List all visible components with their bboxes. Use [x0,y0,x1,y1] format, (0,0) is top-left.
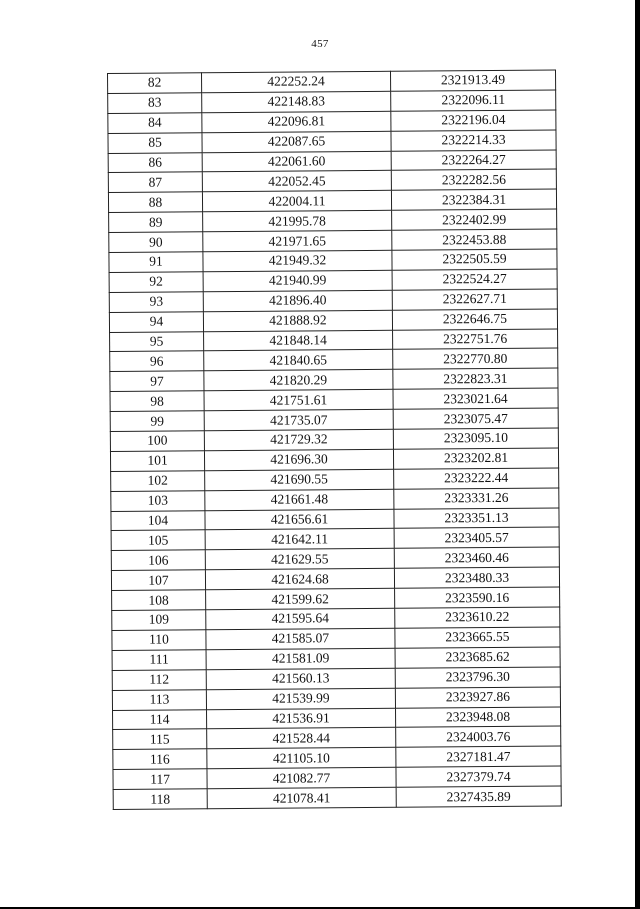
x-coordinate-cell: 421848.14 [204,330,393,351]
point-number-cell: 92 [109,272,203,293]
point-number-cell: 89 [109,212,203,233]
scan-edge-right [635,0,640,909]
x-coordinate-cell: 421949.32 [203,250,392,271]
y-coordinate-cell: 2322646.75 [392,309,557,330]
point-number-cell: 118 [113,789,207,810]
x-coordinate-cell: 422087.65 [202,131,391,152]
x-coordinate-cell: 421820.29 [204,370,393,391]
point-number-cell: 90 [109,232,203,253]
point-number-cell: 94 [109,311,203,332]
point-number-cell: 108 [112,590,206,611]
x-coordinate-cell: 421629.55 [205,549,394,570]
x-coordinate-cell: 421751.61 [204,390,393,411]
y-coordinate-cell: 2322453.88 [392,229,557,250]
x-coordinate-cell: 421581.09 [206,648,395,669]
x-coordinate-cell: 422052.45 [202,171,391,192]
point-number-cell: 82 [108,73,202,94]
x-coordinate-cell: 422252.24 [202,71,391,92]
y-coordinate-cell: 2323021.64 [393,388,558,409]
y-coordinate-cell: 2322282.56 [391,169,556,190]
x-coordinate-cell: 421585.07 [206,628,395,649]
y-coordinate-cell: 2323480.33 [394,567,559,588]
x-coordinate-cell: 421624.68 [205,569,394,590]
y-coordinate-cell: 2322505.59 [392,249,557,270]
point-number-cell: 102 [111,471,205,492]
x-coordinate-cell: 421595.64 [206,608,395,629]
y-coordinate-cell: 2327435.89 [396,786,561,807]
y-coordinate-cell: 2322823.31 [393,368,558,389]
x-coordinate-cell: 421539.99 [206,688,395,709]
point-number-cell: 96 [110,351,204,372]
x-coordinate-cell: 421560.13 [206,668,395,689]
y-coordinate-cell: 2323796.30 [395,667,560,688]
x-coordinate-cell: 421528.44 [207,728,396,749]
x-coordinate-cell: 421940.99 [203,270,392,291]
y-coordinate-cell: 2323331.26 [394,488,559,509]
y-coordinate-cell: 2323685.62 [395,647,560,668]
point-number-cell: 100 [110,431,204,452]
point-number-cell: 103 [111,490,205,511]
point-number-cell: 86 [108,152,202,173]
x-coordinate-cell: 421082.77 [207,767,396,788]
y-coordinate-cell: 2322096.11 [391,90,556,111]
point-number-cell: 115 [113,729,207,750]
y-coordinate-cell: 2324003.76 [396,726,561,747]
y-coordinate-cell: 2322384.31 [391,189,556,210]
x-coordinate-cell: 421896.40 [203,290,392,311]
y-coordinate-cell: 2322751.76 [393,329,558,350]
table-row [113,786,561,809]
y-coordinate-cell: 2323222.44 [394,468,559,489]
point-number-cell: 87 [108,172,202,193]
y-coordinate-cell: 2323665.55 [395,627,560,648]
y-coordinate-cell: 2322214.33 [391,130,556,151]
point-number-cell: 98 [110,391,204,412]
x-coordinate-cell: 421105.10 [207,748,396,769]
point-number-cell: 99 [110,411,204,432]
y-coordinate-cell: 2323927.86 [395,687,560,708]
x-coordinate-cell: 421888.92 [203,310,392,331]
y-coordinate-cell: 2322402.99 [392,209,557,230]
y-coordinate-cell: 2323405.57 [394,527,559,548]
y-coordinate-cell: 2323610.22 [395,607,560,628]
x-coordinate-cell: 421599.62 [206,588,395,609]
point-number-cell: 91 [109,252,203,273]
point-number-cell: 110 [112,630,206,651]
point-number-cell: 104 [111,510,205,531]
x-coordinate-cell: 421661.48 [205,489,394,510]
y-coordinate-cell: 2322524.27 [392,269,557,290]
x-coordinate-cell: 421971.65 [203,230,392,251]
coordinates-table [107,69,562,809]
x-coordinate-cell: 421696.30 [204,449,393,470]
point-number-cell: 85 [108,132,202,153]
y-coordinate-cell: 2323202.81 [393,448,558,469]
y-coordinate-cell: 2322627.71 [392,289,557,310]
y-coordinate-cell: 2323351.13 [394,508,559,529]
x-coordinate-cell: 421078.41 [207,787,396,808]
point-number-cell: 113 [112,689,206,710]
point-number-cell: 95 [110,331,204,352]
y-coordinate-cell: 2327181.47 [396,746,561,767]
y-coordinate-cell: 2323095.10 [393,428,558,449]
point-number-cell: 97 [110,371,204,392]
y-coordinate-cell: 2327379.74 [396,766,561,787]
x-coordinate-cell: 421690.55 [205,469,394,490]
x-coordinate-cell: 421729.32 [204,429,393,450]
point-number-cell: 83 [108,93,202,114]
point-number-cell: 111 [112,650,206,671]
y-coordinate-cell: 2322196.04 [391,110,556,131]
point-number-cell: 93 [109,292,203,313]
coordinates-table-container [107,69,561,809]
x-coordinate-cell: 421840.65 [204,350,393,371]
point-number-cell: 106 [111,550,205,571]
x-coordinate-cell: 421642.11 [205,529,394,550]
x-coordinate-cell: 422004.11 [202,191,391,212]
page-number: 457 [311,38,329,50]
point-number-cell: 107 [111,570,205,591]
y-coordinate-cell: 2323590.16 [395,587,560,608]
y-coordinate-cell: 2323948.08 [395,706,560,727]
x-coordinate-cell: 421735.07 [204,409,393,430]
x-coordinate-cell: 422148.83 [202,91,391,112]
x-coordinate-cell: 421995.78 [203,211,392,232]
point-number-cell: 88 [108,192,202,213]
y-coordinate-cell: 2321913.49 [390,70,555,91]
point-number-cell: 105 [111,530,205,551]
y-coordinate-cell: 2323460.46 [394,547,559,568]
y-coordinate-cell: 2322264.27 [391,150,556,171]
point-number-cell: 117 [113,769,207,790]
y-coordinate-cell: 2323075.47 [393,408,558,429]
y-coordinate-cell: 2322770.80 [393,348,558,369]
point-number-cell: 109 [112,610,206,631]
point-number-cell: 101 [110,451,204,472]
x-coordinate-cell: 422096.81 [202,111,391,132]
point-number-cell: 116 [113,749,207,770]
point-number-cell: 84 [108,113,202,134]
coordinates-table-body [108,70,562,809]
point-number-cell: 114 [113,709,207,730]
point-number-cell: 112 [112,669,206,690]
x-coordinate-cell: 421656.61 [205,509,394,530]
x-coordinate-cell: 422061.60 [202,151,391,172]
x-coordinate-cell: 421536.91 [207,708,396,729]
